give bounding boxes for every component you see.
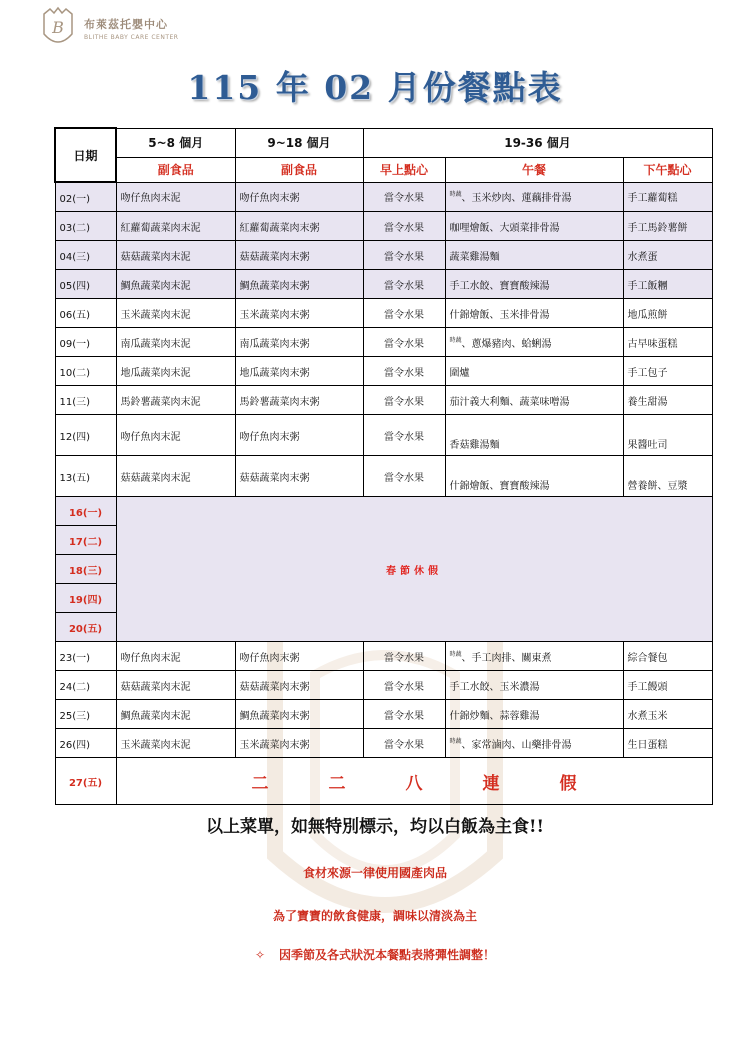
- snack-cell: 營養餅、豆漿: [623, 456, 712, 497]
- snack-cell: 手工包子: [623, 357, 712, 386]
- table-row: [55, 456, 712, 497]
- puree-cell: 地瓜蔬菜肉末泥: [116, 357, 235, 386]
- page-title: 115 年 02 月份餐點表: [187, 68, 563, 107]
- meal-type-header: 副食品: [116, 157, 235, 182]
- lunch-cell: [445, 357, 623, 386]
- lunch-cell: [445, 642, 623, 671]
- spring-festival-banner: 春節休假: [116, 497, 712, 642]
- puree-cell: 玉米蔬菜肉末泥: [116, 299, 235, 328]
- breakfast-cell: 當令水果: [363, 456, 445, 497]
- long-holiday-char: 連: [482, 773, 500, 794]
- table-row: [55, 700, 712, 729]
- date-cell: 24(二): [55, 671, 116, 700]
- porridge-cell: 南瓜蔬菜肉末粥: [235, 328, 363, 357]
- long-holiday-char: 二: [328, 773, 346, 794]
- breakfast-cell: 當令水果: [363, 415, 445, 456]
- breakfast-cell: 當令水果: [363, 386, 445, 415]
- table-row: [55, 299, 712, 328]
- lunch-text: 蔬菜雞湯麵: [449, 251, 500, 263]
- crest-icon: [40, 6, 76, 50]
- breakfast-cell: 當令水果: [363, 357, 445, 386]
- date-cell: 09(一): [55, 328, 116, 357]
- puree-cell: 菇菇蔬菜肉末泥: [116, 456, 235, 497]
- long-holiday-char: 二: [251, 773, 269, 794]
- svg-text:B: B: [52, 18, 64, 37]
- puree-cell: 南瓜蔬菜肉末泥: [116, 328, 235, 357]
- porridge-cell: 玉米蔬菜肉末粥: [235, 299, 363, 328]
- snack-cell: 手工饅頭: [623, 671, 712, 700]
- snack-cell: 手工馬鈴薯餅: [623, 212, 712, 241]
- note-seasoning: 為了寶寶的飲食健康，調味以清淡為主: [272, 909, 477, 923]
- date-cell: 27(五): [55, 758, 116, 805]
- porridge-cell: 菇菇蔬菜肉末粥: [235, 456, 363, 497]
- date-cell: 02(一): [55, 182, 116, 212]
- lunch-text: 什錦燴飯、寶寶酸辣湯: [449, 481, 550, 492]
- porridge-cell: 吻仔魚肉末粥: [235, 182, 363, 212]
- puree-cell: 吻仔魚肉末泥: [116, 182, 235, 212]
- breakfast-cell: 當令水果: [363, 328, 445, 357]
- meal-type-header: 午餐: [445, 157, 623, 182]
- snack-cell: 古早味蛋糕: [623, 328, 712, 357]
- lunch-veg-tag: 時蔬: [449, 737, 462, 745]
- lunch-text: 茄汁義大利麵、蔬菜味噌湯: [449, 396, 570, 408]
- puree-cell: 玉米蔬菜肉末泥: [116, 729, 235, 758]
- holiday-date-cell: 19(四): [55, 584, 116, 613]
- center-name: 布萊茲托嬰中心: [84, 17, 168, 31]
- diamond-icon: ✧: [254, 948, 266, 962]
- porridge-cell: 吻仔魚肉末粥: [235, 642, 363, 671]
- snack-cell: 綜合餐包: [623, 642, 712, 671]
- age-header: 19-36 個月: [363, 128, 712, 157]
- snack-cell: 水煮蛋: [623, 241, 712, 270]
- meal-type-header: 早上點心: [363, 157, 445, 182]
- holiday-row: [55, 497, 712, 526]
- breakfast-cell: 當令水果: [363, 182, 445, 212]
- date-cell: 11(三): [55, 386, 116, 415]
- table-row: [55, 671, 712, 700]
- table-row: [55, 241, 712, 270]
- date-cell: 04(三): [55, 241, 116, 270]
- meal-table-body: [55, 128, 712, 805]
- snack-cell: 地瓜煎餅: [623, 299, 712, 328]
- breakfast-cell: 當令水果: [363, 671, 445, 700]
- center-logo: [40, 6, 178, 50]
- snack-cell: 養生甜湯: [623, 386, 712, 415]
- lunch-veg-tag: 時蔬: [449, 191, 462, 199]
- table-row: [55, 642, 712, 671]
- table-row: [55, 415, 712, 456]
- lunch-text: 咖哩燴飯、大頭菜排骨湯: [449, 222, 560, 234]
- lunch-text: 香菇雞湯麵: [449, 440, 500, 451]
- holiday-date-cell: 20(五): [55, 613, 116, 642]
- snack-cell: 果醬吐司: [623, 415, 712, 456]
- puree-cell: 吻仔魚肉末泥: [116, 642, 235, 671]
- lunch-cell: [445, 241, 623, 270]
- breakfast-cell: 當令水果: [363, 241, 445, 270]
- date-cell: 26(四): [55, 729, 116, 758]
- porridge-cell: 玉米蔬菜肉末粥: [235, 729, 363, 758]
- porridge-cell: 菇菇蔬菜肉末粥: [235, 671, 363, 700]
- date-cell: 23(一): [55, 642, 116, 671]
- date-cell: 12(四): [55, 415, 116, 456]
- note-adjust: [0, 946, 750, 963]
- porridge-cell: 吻仔魚肉末粥: [235, 415, 363, 456]
- snack-cell: 手工蘿蔔糕: [623, 182, 712, 212]
- porridge-cell: 菇菇蔬菜肉末粥: [235, 241, 363, 270]
- lunch-text: 手工水餃、玉米濃湯: [449, 681, 540, 693]
- puree-cell: 菇菇蔬菜肉末泥: [116, 241, 235, 270]
- table-row: [55, 386, 712, 415]
- age-header: 9~18 個月: [235, 128, 363, 157]
- lunch-cell: [445, 299, 623, 328]
- lunch-cell: [445, 456, 623, 497]
- long-holiday-banner: [116, 758, 712, 805]
- puree-cell: 菇菇蔬菜肉末泥: [116, 671, 235, 700]
- holiday-date-cell: 18(三): [55, 555, 116, 584]
- date-cell: 05(四): [55, 270, 116, 299]
- lunch-cell: [445, 671, 623, 700]
- lunch-cell: [445, 415, 623, 456]
- note-main: 以上菜單，如無特別標示，均以白飯為主食!!: [206, 817, 544, 837]
- breakfast-cell: 當令水果: [363, 270, 445, 299]
- lunch-cell: [445, 328, 623, 357]
- lunch-text: 、蔥爆豬肉、蛤蜊湯: [461, 338, 552, 350]
- date-cell: 10(二): [55, 357, 116, 386]
- note-adjust-text: 因季節及各式狀況本餐點表將彈性調整！: [279, 948, 496, 962]
- table-row: [55, 357, 712, 386]
- meal-table: [54, 127, 713, 805]
- porridge-cell: 鯛魚蔬菜肉末粥: [235, 270, 363, 299]
- porridge-cell: 鯛魚蔬菜肉末粥: [235, 700, 363, 729]
- puree-cell: 鯛魚蔬菜肉末泥: [116, 700, 235, 729]
- snack-cell: 手工飯糰: [623, 270, 712, 299]
- porridge-cell: 地瓜蔬菜肉末粥: [235, 357, 363, 386]
- lunch-cell: [445, 386, 623, 415]
- note-ingredients: 食材來源一律使用國產肉品: [302, 866, 447, 880]
- puree-cell: 紅蘿蔔蔬菜肉末泥: [116, 212, 235, 241]
- date-cell: 25(三): [55, 700, 116, 729]
- date-cell: 06(五): [55, 299, 116, 328]
- table-row: [55, 328, 712, 357]
- lunch-text: 、手工肉排、關東煮: [461, 652, 552, 664]
- lunch-veg-tag: 時蔬: [449, 336, 462, 344]
- center-name-en: BLITHE BABY CARE CENTER: [84, 33, 179, 41]
- date-cell: 13(五): [55, 456, 116, 497]
- lunch-cell: [445, 729, 623, 758]
- porridge-cell: 紅蘿蔔蔬菜肉末粥: [235, 212, 363, 241]
- holiday-date-cell: 17(二): [55, 526, 116, 555]
- long-holiday-row: [55, 758, 712, 805]
- date-cell: 03(二): [55, 212, 116, 241]
- lunch-cell: [445, 700, 623, 729]
- breakfast-cell: 當令水果: [363, 299, 445, 328]
- snack-cell: 生日蛋糕: [623, 729, 712, 758]
- breakfast-cell: 當令水果: [363, 642, 445, 671]
- lunch-text: 、家常滷肉、山藥排骨湯: [461, 739, 572, 751]
- lunch-text: 、玉米炒肉、蓮藕排骨湯: [461, 193, 572, 205]
- lunch-veg-tag: 時蔬: [449, 650, 462, 658]
- table-row: [55, 212, 712, 241]
- age-header: 5~8 個月: [116, 128, 235, 157]
- breakfast-cell: 當令水果: [363, 729, 445, 758]
- date-header: 日期: [55, 128, 116, 182]
- puree-cell: 吻仔魚肉末泥: [116, 415, 235, 456]
- table-row: [55, 182, 712, 212]
- porridge-cell: 馬鈴薯蔬菜肉末粥: [235, 386, 363, 415]
- lunch-text: 什錦燴飯、玉米排骨湯: [449, 309, 550, 321]
- lunch-text: 圍爐: [449, 367, 470, 379]
- lunch-text: 手工水餃、寶寶酸辣湯: [449, 280, 550, 292]
- puree-cell: 鯛魚蔬菜肉末泥: [116, 270, 235, 299]
- meal-type-header: 副食品: [235, 157, 363, 182]
- snack-cell: 水煮玉米: [623, 700, 712, 729]
- lunch-cell: [445, 212, 623, 241]
- holiday-date-cell: 16(一): [55, 497, 116, 526]
- breakfast-cell: 當令水果: [363, 700, 445, 729]
- meal-type-header: 下午點心: [623, 157, 712, 182]
- breakfast-cell: 當令水果: [363, 212, 445, 241]
- long-holiday-char: 假: [559, 773, 577, 794]
- puree-cell: 馬鈴薯蔬菜肉末泥: [116, 386, 235, 415]
- lunch-cell: [445, 270, 623, 299]
- long-holiday-char: 八: [405, 773, 423, 794]
- lunch-cell: [445, 182, 623, 212]
- table-row: [55, 270, 712, 299]
- lunch-text: 什錦炒麵、蒜蓉雞湯: [449, 710, 540, 722]
- table-row: [55, 729, 712, 758]
